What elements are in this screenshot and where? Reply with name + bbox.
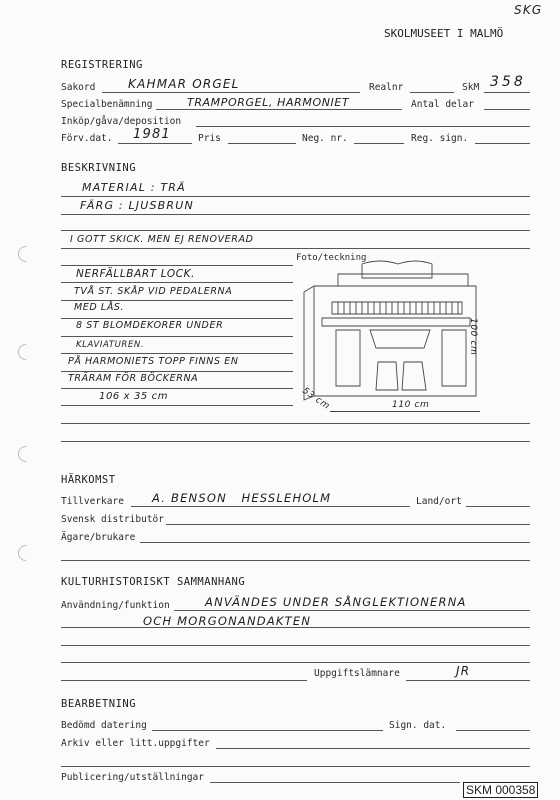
sign-label: Sign. dat. [389, 720, 447, 731]
pedals [376, 362, 426, 390]
rule-line [61, 627, 530, 628]
punch-hole [15, 341, 38, 364]
rule-line [61, 423, 530, 424]
organ-sketch [298, 256, 510, 416]
uppgift-line [406, 680, 530, 681]
skm-line [484, 92, 530, 93]
right-cupboard [442, 330, 466, 386]
uppgift-label: Uppgiftslämnare [314, 668, 400, 679]
inkop-line [196, 126, 530, 127]
section-kultur: KULTURHISTORISKT SAMMANHANG [61, 576, 246, 588]
section-registrering: REGISTRERING [61, 59, 143, 71]
cabinet-side [304, 286, 314, 400]
anv-value-2: OCH MORGONANDAKTEN [143, 614, 312, 628]
rule-line [61, 265, 293, 266]
rule-line [61, 353, 293, 354]
pris-label: Pris [198, 133, 221, 144]
skm-value: 358 [490, 74, 526, 90]
description-line: MED LÅS. [74, 302, 125, 313]
rule-line [61, 196, 530, 197]
landort-label: Land/ort [416, 496, 462, 507]
realnr-line [410, 92, 454, 93]
reg-label: Reg. sign. [411, 133, 469, 144]
section-bearbetning: BEARBETNING [61, 698, 137, 710]
arkiv-line [216, 748, 530, 749]
realnr-label: Realnr [369, 82, 404, 93]
rule-line [61, 214, 530, 215]
photo-label: Foto/teckning [296, 253, 367, 263]
dim-width: 110 cm [392, 400, 430, 410]
neg-line [354, 143, 404, 144]
uppgift-value: JR [456, 664, 471, 678]
section-harkomst: HÄRKOMST [61, 474, 116, 486]
description-line: TRÄRAM FÖR BÖCKERNA [68, 373, 199, 384]
rule-line [61, 441, 530, 442]
section-beskrivning: BESKRIVNING [61, 162, 137, 174]
datering-label: Bedömd datering [61, 720, 147, 731]
description-line: NERFÄLLBART LOCK. [76, 268, 196, 280]
punch-hole [15, 443, 38, 466]
rule-line [61, 560, 530, 561]
dim-height: 100 cm [468, 318, 478, 356]
sign-line [456, 730, 530, 731]
tillverkare-value: A. BENSON HESSLEHOLM [152, 491, 332, 505]
anv-line [174, 610, 530, 611]
dim-depth: 53 cm [300, 386, 332, 412]
arkiv-label: Arkiv eller litt.uppgifter [61, 738, 210, 749]
agare-line [140, 542, 530, 543]
description-line: TVÅ ST. SKÅP VID PEDALERNA [74, 286, 233, 297]
rule-line [61, 318, 293, 319]
rule-line [61, 336, 293, 337]
left-cupboard [336, 330, 360, 386]
rule-line [61, 300, 293, 301]
description-line: MATERIAL : TRÄ [82, 181, 186, 194]
rule-line [61, 405, 293, 406]
museum-title: SKOLMUSEET I MALMÖ [384, 27, 504, 40]
rule-line [61, 680, 307, 681]
special-value: TRAMPORGEL, HARMONIET [187, 96, 350, 109]
special-label: Specialbenämning [61, 99, 153, 110]
keyboard [332, 302, 462, 314]
antal-label: Antal delar [411, 99, 474, 110]
sakord-label: Sakord [61, 82, 96, 93]
agare-label: Ägare/brukare [61, 532, 136, 543]
sakord-value: KAHMAR ORGEL [128, 77, 240, 91]
anv-label: Användning/funktion [61, 600, 170, 611]
publ-line [210, 782, 460, 783]
special-line [156, 109, 402, 110]
description-line: FÄRG : LJUSBRUN [80, 199, 194, 212]
datering-line [152, 730, 383, 731]
sakord-line [102, 92, 360, 93]
neg-label: Neg. nr. [302, 133, 348, 144]
description-line: 106 x 35 cm [99, 391, 169, 402]
antal-line [484, 109, 530, 110]
description-line: I GOTT SKICK. MEN EJ RENOVERAD [70, 234, 254, 245]
tillverkare-label: Tillverkare [61, 496, 124, 507]
key-slip [322, 318, 470, 326]
keys [338, 302, 458, 314]
landort-line [466, 506, 530, 507]
forv-line [118, 143, 192, 144]
width-arrow [330, 411, 480, 412]
forv-value: 1981 [133, 127, 171, 142]
skm-label: SkM [462, 82, 480, 93]
reg-line [475, 143, 530, 144]
forv-label: Förv.dat. [61, 133, 113, 144]
rule-line [61, 766, 530, 767]
inventory-stamp: SKM 000358 [463, 782, 538, 798]
rule-line [61, 282, 293, 283]
rule-line [61, 645, 530, 646]
description-line: 8 ST BLOMDEKORER UNDER [76, 320, 224, 331]
description-line: KLAVIATUREN. [76, 340, 145, 350]
inkop-label: Inköp/gåva/deposition [61, 116, 182, 127]
corner-code: SKG [514, 3, 543, 17]
punch-hole [15, 243, 38, 266]
punch-hole [15, 542, 38, 565]
tillverkare-line [131, 506, 410, 507]
publ-label: Publicering/utställningar [61, 772, 204, 783]
book-rest [362, 261, 432, 278]
distributor-label: Svensk distributör [61, 514, 164, 525]
top-frame [338, 274, 468, 286]
description-line: PÅ HARMONIETS TOPP FINNS EN [68, 356, 239, 367]
knee-panel [370, 330, 430, 348]
anv-value-1: ANVÄNDES UNDER SÅNGLEKTIONERNA [205, 595, 467, 609]
rule-line [61, 388, 293, 389]
distributor-line [166, 524, 530, 525]
rule-line [61, 662, 530, 663]
rule-line [61, 230, 530, 231]
rule-line [61, 371, 293, 372]
rule-line [61, 248, 530, 249]
pris-line [228, 143, 296, 144]
